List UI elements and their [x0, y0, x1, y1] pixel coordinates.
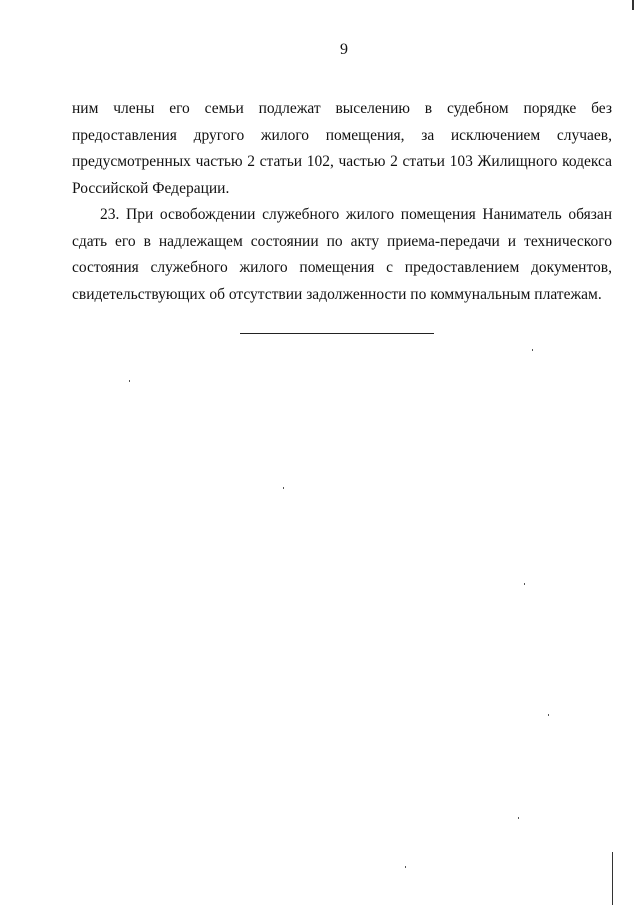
scan-edge-mark [612, 852, 613, 905]
scan-speck [518, 817, 519, 819]
scan-speck [405, 866, 406, 868]
scan-speck [524, 583, 525, 585]
scan-edge-mark [632, 0, 634, 10]
scan-speck [532, 349, 533, 351]
scan-speck [129, 380, 130, 382]
scan-speck [548, 714, 549, 716]
document-body [72, 96, 612, 308]
scan-speck [283, 487, 284, 489]
paragraph-continuation: ним члены его семьи подлежат выселению в судебном порядке без предоставления другого жилого помещения, за исключением случаев, предусмотренных частью 2 статьи 102, частью 2 статьи 103 Жилищного кодекса Российской Федерации. [72, 100, 612, 197]
paragraph-23: 23. При освобождении служебного жилого помещения Наниматель обязан сдать его в надлежащем состоянии по акту приема-передачи и технического состояния служебного жилого помещения с предоставлением документов, свидетельствующих об отсутствии задолженности по коммунальным платежам. [72, 206, 612, 303]
page-number: 9 [340, 41, 348, 58]
end-separator-line [240, 333, 434, 334]
